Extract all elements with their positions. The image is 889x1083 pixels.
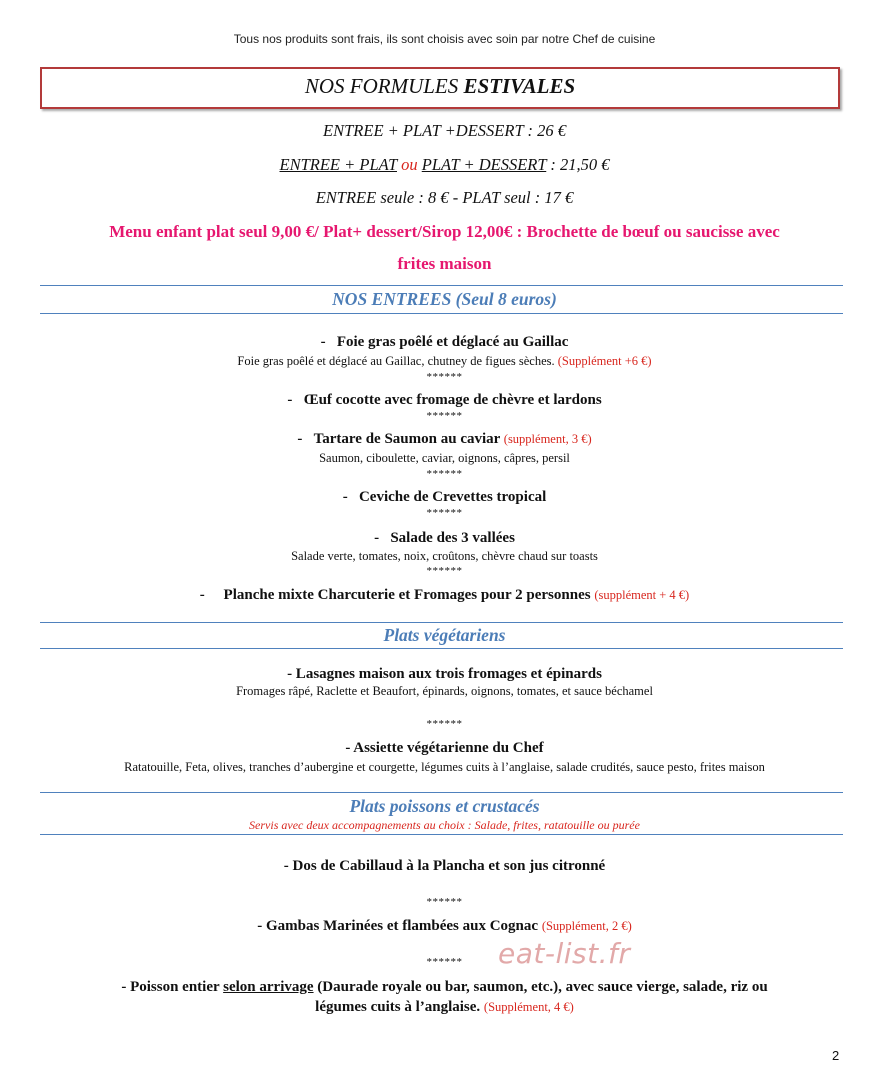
formula-full: ENTREE + PLAT +DESSERT : 26 € [323, 121, 566, 140]
dish-name: - Gambas Marinées et flambées aux Cognac [257, 918, 539, 934]
entree-foie-gras: - Foie gras poêlé et déglacé au Gaillac [320, 334, 569, 350]
entree-planche: - Planche mixte Charcuterie et Fromages pour 2 personnes (supplément + 4 €) [199, 587, 690, 603]
formula-two-course [0, 155, 889, 175]
separator-stars: ****** [426, 565, 463, 577]
section-title-fish: Plats poissons et crustacés [349, 796, 540, 816]
supplement: (Supplément +6 €) [557, 354, 652, 368]
formula-plat-dessert: PLAT + DESSERT [421, 155, 547, 174]
entree-salade-desc: Salade verte, tomates, noix, croûtons, chèvre chaud sur toasts [291, 549, 598, 563]
dish-name: Foie gras poêlé et déglacé au Gaillac [336, 334, 569, 350]
title-bold: ESTIVALES [463, 74, 576, 98]
entree-salade: - Salade des 3 vallées [374, 530, 515, 546]
separator-stars: ****** [426, 718, 463, 730]
section-title-vegetarian: Plats végétariens [383, 625, 506, 645]
entree-ceviche: - Ceviche de Crevettes tropical [342, 489, 547, 505]
formula-entree-plat: ENTREE + PLAT [279, 155, 397, 174]
entree-foie-gras-desc [0, 354, 889, 369]
veg-lasagnes: - Lasagnes maison aux trois fromages et épinards [287, 666, 602, 682]
fish-subtitle: Servis avec deux accompagnements au choix : Salade, frites, ratatouille ou purée [249, 818, 640, 832]
dish-name: - Poisson entier [121, 979, 224, 995]
entree-tartare-saumon: - Tartare de Saumon au caviar (supplément, 3 €) [297, 431, 592, 447]
veg-lasagnes-desc: Fromages râpé, Raclette et Beaufort, épinards, oignons, tomates, et sauce béchamel [236, 684, 653, 698]
formules-title-box [40, 67, 840, 109]
page-number: 2 [832, 1048, 840, 1063]
watermark-logo: eat-list.fr [498, 937, 631, 970]
separator-stars: ****** [426, 371, 463, 383]
supplement: (supplément + 4 €) [594, 588, 690, 602]
separator-stars: ****** [426, 468, 463, 480]
kids-menu-line2: frites maison [397, 254, 492, 273]
title-normal: NOS FORMULES [304, 74, 464, 98]
separator-stars: ****** [426, 896, 463, 908]
kids-menu-line1: Menu enfant plat seul 9,00 €/ Plat+ dessert/Sirop 12,00€ : Brochette de bœuf ou saucisse avec [109, 222, 780, 241]
divider [40, 648, 843, 649]
fish-poisson-entier-line2 [0, 999, 889, 1016]
supplement: (Supplément, 2 €) [541, 919, 632, 933]
dish-name: Tartare de Saumon au caviar [313, 431, 501, 447]
veg-assiette-desc: Ratatouille, Feta, olives, tranches d’aubergine et courgette, légumes cuits à l’anglaise, salade crudités, sauce pesto, frites maison [124, 760, 765, 774]
divider [40, 622, 843, 623]
dish-name: Planche mixte Charcuterie et Fromages pour 2 personnes [223, 587, 591, 603]
fish-poisson-entier [0, 979, 889, 996]
formula-two-course-price: : 21,50 € [546, 155, 610, 174]
entree-oeuf-cocotte: - Œuf cocotte avec fromage de chèvre et lardons [287, 392, 602, 408]
formula-single: ENTREE seule : 8 € - PLAT seul : 17 € [315, 188, 574, 207]
supplement: (supplément, 3 €) [503, 432, 592, 446]
dish-name-rest: (Daurade royale ou bar, saumon, etc.), avec sauce vierge, salade, riz ou [313, 979, 768, 995]
separator-stars: ****** [426, 956, 463, 968]
divider [40, 834, 843, 835]
dish-name: Œuf cocotte avec fromage de chèvre et lardons [303, 392, 602, 408]
veg-assiette-chef: - Assiette végétarienne du Chef [345, 740, 544, 756]
divider [40, 313, 843, 314]
entree-tartare-desc: Saumon, ciboulette, caviar, oignons, câpres, persil [319, 451, 570, 465]
supplement: (Supplément, 4 €) [483, 1000, 574, 1014]
dish-name-underlined: selon arrivage [223, 979, 314, 995]
dish-name: Salade des 3 vallées [390, 530, 515, 546]
tagline: Tous nos produits sont frais, ils sont choisis avec soin par notre Chef de cuisine [233, 32, 656, 46]
dish-name: légumes cuits à l’anglaise. [315, 999, 481, 1015]
dish-desc: Foie gras poêlé et déglacé au Gaillac, chutney de figues sèches. [237, 354, 555, 368]
dish-name: Ceviche de Crevettes tropical [358, 489, 547, 505]
formula-or: ou [396, 155, 422, 174]
fish-gambas [0, 918, 889, 935]
separator-stars: ****** [426, 410, 463, 422]
divider [40, 792, 843, 793]
divider [40, 285, 843, 286]
section-title-entrees: NOS ENTREES (Seul 8 euros) [332, 289, 557, 309]
separator-stars: ****** [426, 507, 463, 519]
fish-cabillaud: - Dos de Cabillaud à la Plancha et son jus citronné [283, 858, 606, 874]
